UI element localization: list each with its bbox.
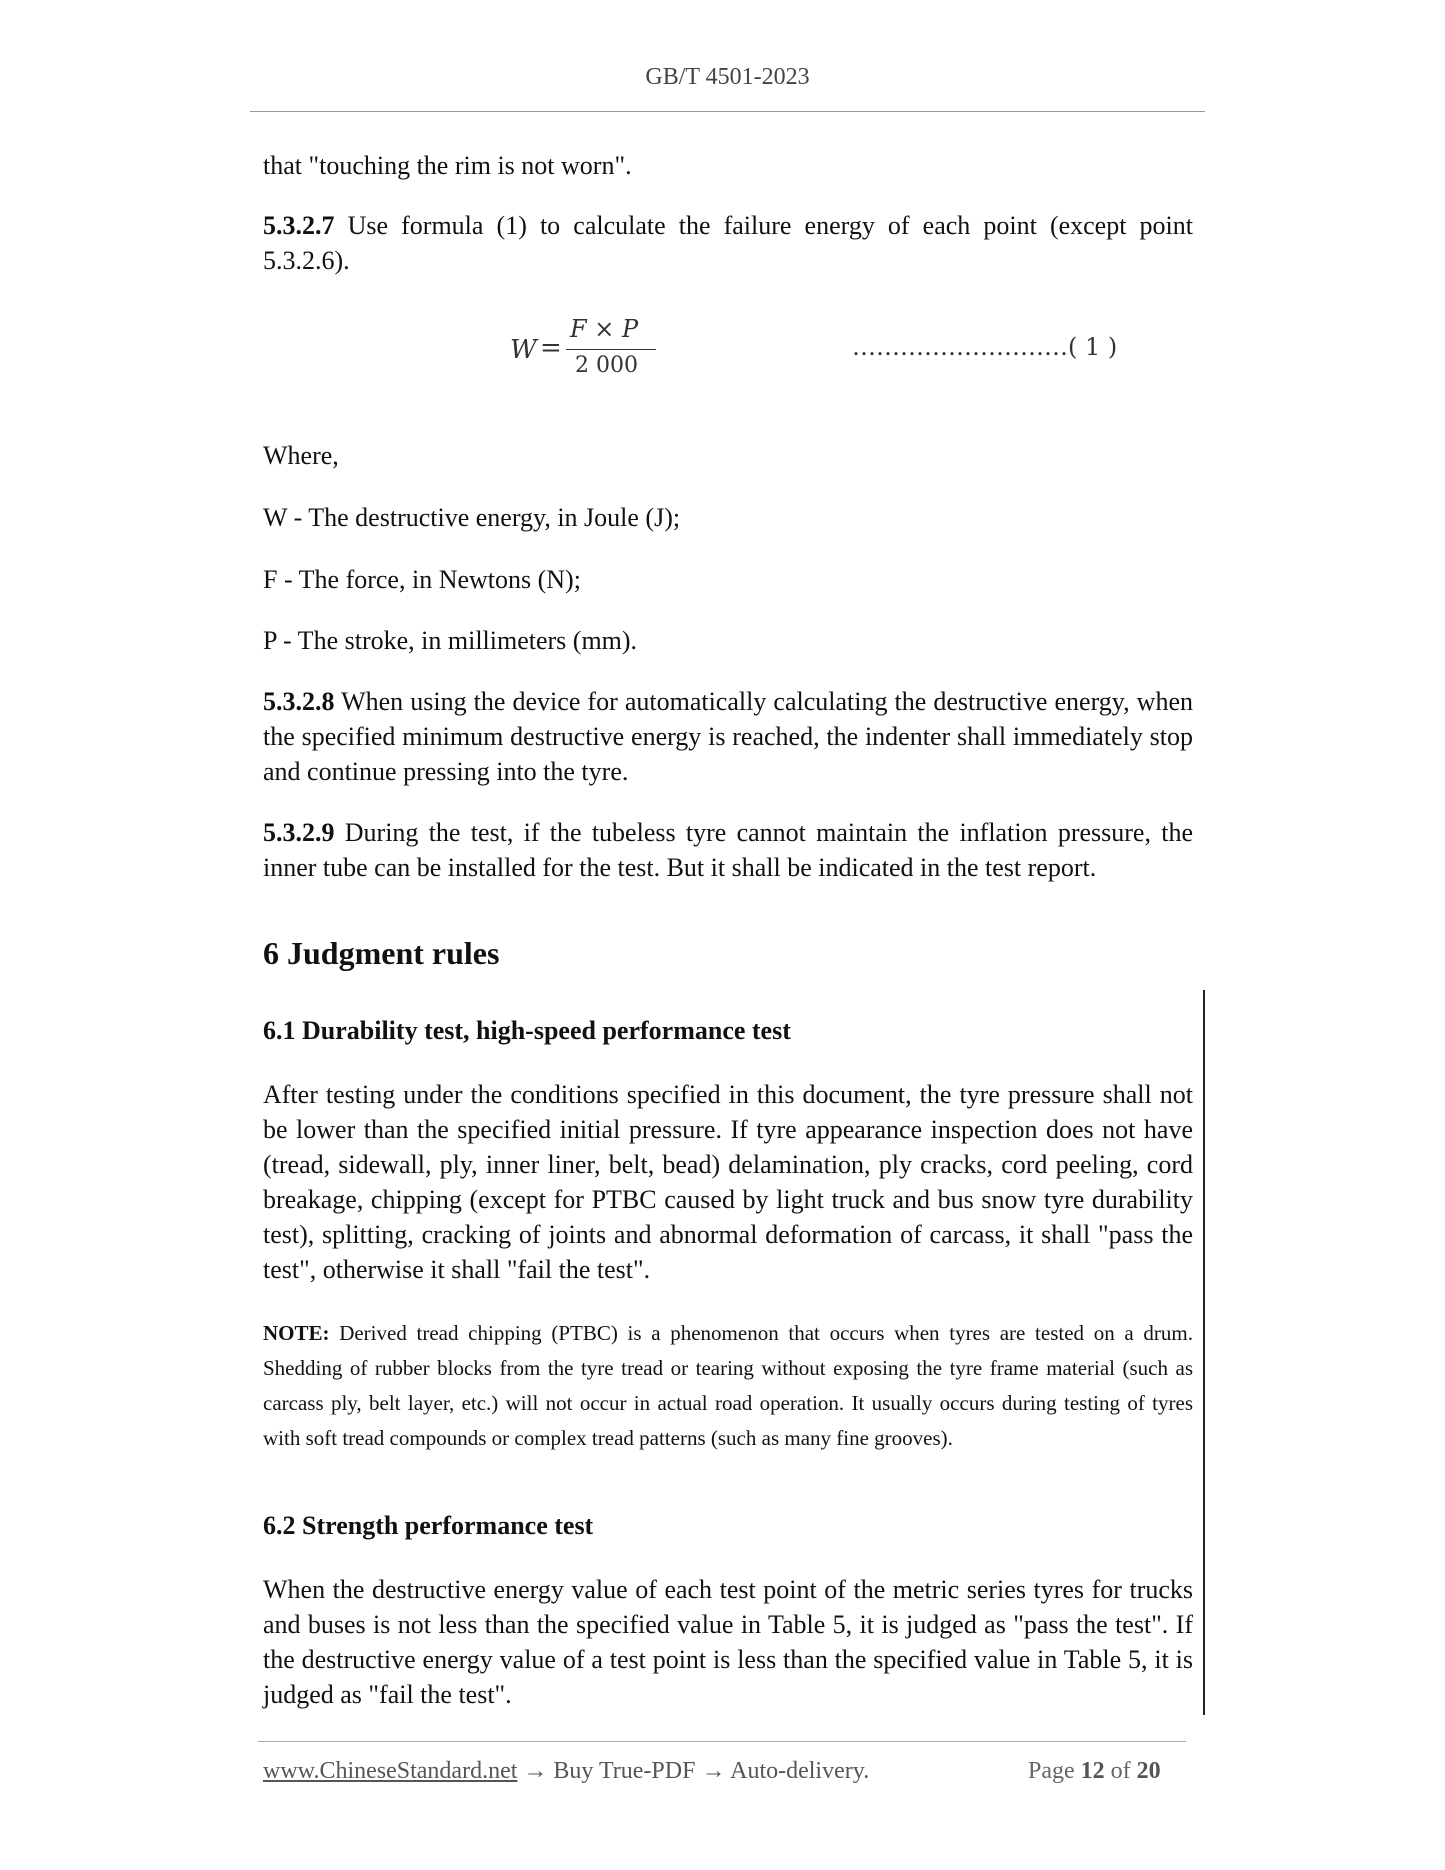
note [263, 1316, 1193, 1456]
page-total: 20 [1136, 1758, 1161, 1784]
subsection-heading-6-1: 6.1 Durability test, high-speed performance test [263, 1016, 791, 1045]
of-label: of [1104, 1758, 1137, 1784]
definition-p: P - The stroke, in millimeters (mm). [263, 626, 638, 655]
note-text: Derived tread chipping (PTBC) is a phenomenon that occurs when tyres are tested on a drum. Shedding of rubber blocks from the tyre tread or tearing without exposing the tyre frame material (such as carcass ply, belt layer, etc.) will not occur in actual road operation. It usually occurs during testing of tyres with soft tread compounds or complex tread patterns (such as many fine grooves). [263, 1321, 1193, 1450]
clause-text: Use formula (1) to calculate the failure energy of each point (except point 5.3.2.6). [263, 211, 1193, 275]
formula-lhs: W [510, 335, 537, 365]
clause-text: During the test, if the tubeless tyre cannot maintain the inflation pressure, the inner tube can be installed for the test. But it shall be indicated in the test report. [263, 818, 1193, 882]
clause-number: 5.3.2.7 [263, 211, 335, 240]
footer-promo [263, 1758, 869, 1785]
definition-f: F - The force, in Newtons (N); [263, 565, 581, 594]
clause-5-3-2-7 [263, 208, 1193, 278]
paragraph-6-1: After testing under the conditions specified in this document, the tyre pressure shall not be lower than the specified initial pressure. If tyre appearance inspection does not have (tread, sidewall, ply, inner liner, belt, bead) delamination, ply cracks, cord peeling, cord breakage, chipping (except for PTBC caused by light truck and bus snow tyre durability test), splitting, cracking of joints and abnormal deformation of carcass, it shall "pass the test", otherwise it shall "fail the test". [263, 1080, 1193, 1284]
section-heading-6: 6 Judgment rules [263, 935, 500, 971]
where-label: Where, [263, 441, 339, 470]
formula-denominator: 2 000 [575, 353, 638, 378]
subsection-heading-6-2: 6.2 Strength performance test [263, 1511, 594, 1540]
page-number: 12 [1080, 1758, 1105, 1784]
clause-5-3-2-9 [263, 815, 1193, 885]
formula-number: ( 1 ) [1068, 333, 1118, 361]
paragraph-6-2: When the destructive energy value of each test point of the metric series tyres for trucks and buses is not less than the specified value in Table 5, it is judged as "pass the test". If the destructive energy value of a test point is less than the specified value in Table 5, it is judged as "fail the test". [263, 1575, 1193, 1709]
page-indicator [1028, 1758, 1161, 1785]
continued-paragraph: that "touching the rim is not worn". [263, 151, 632, 180]
page-label: Page [1028, 1758, 1081, 1784]
website-link[interactable]: www.ChineseStandard.net [263, 1758, 518, 1784]
document-code: GB/T 4501-2023 [645, 64, 810, 90]
fraction-bar [566, 349, 656, 350]
definition-w: W - The destructive energy, in Joule (J); [263, 503, 681, 532]
note-label: NOTE: [263, 1321, 330, 1345]
formula-equals: = [540, 333, 562, 363]
leader-dots: ……………………… [852, 333, 1068, 361]
footer-divider [258, 1741, 1186, 1742]
clause-number: 5.3.2.9 [263, 818, 335, 847]
change-bar [1203, 990, 1205, 1715]
formula-number-leader [852, 333, 1117, 361]
formula-numerator: F × P [570, 315, 639, 343]
clause-number: 5.3.2.8 [263, 687, 335, 716]
clause-text: When using the device for automatically calculating the destructive energy, when the specified minimum destructive energy is reached, the indenter shall immediately stop and continue pressing into the tyre. [263, 687, 1193, 786]
footer-promo-text: → Buy True-PDF → Auto-delivery. [517, 1758, 870, 1784]
clause-5-3-2-8 [263, 684, 1193, 789]
header-divider [250, 111, 1205, 112]
